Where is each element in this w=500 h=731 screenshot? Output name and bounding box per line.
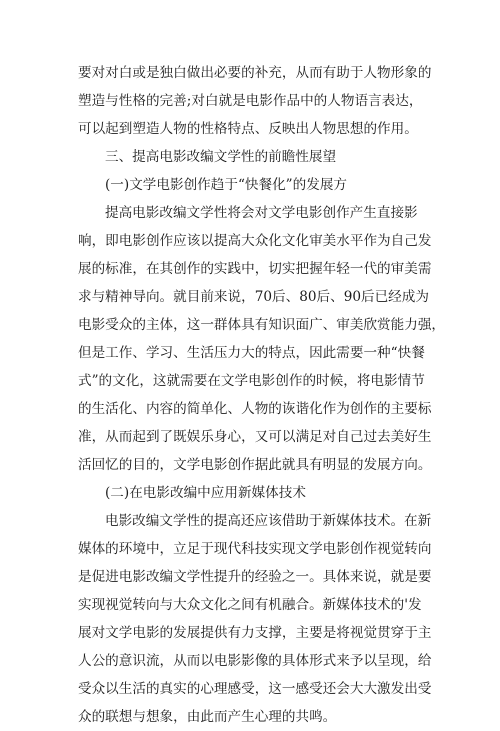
text-line: 活回忆的目的，文学电影创作据此就具有明显的发展方向。 <box>78 457 432 473</box>
text-line: 实现视觉转向与大众文化之间有机融合。新媒体技术的'发 <box>78 597 422 613</box>
text-line: 准，从而起到了既娱乐身心，又可以满足对自己过去美好生 <box>78 429 432 445</box>
subheading: (二)在电影改编中应用新媒体技术 <box>105 485 306 501</box>
text-line: 式”的文化，这就需要在文学电影创作的时候，将电影情节 <box>78 373 425 389</box>
text-line: 是促进电影改编文学性提升的经验之一。具体来说，就是要 <box>78 569 432 585</box>
text-line: 电影受众的主体，这一群体具有知识面广、审美欣赏能力强， <box>78 317 446 333</box>
text-line: 展的标准，在其创作的实践中，切实把握年轻一代的审美需 <box>78 261 432 277</box>
text-line: 要对对白或是独白做出必要的补充，从而有助于人物形象的 <box>78 65 432 81</box>
subheading: (一)文学电影创作趋于“快餐化”的发展方 <box>105 177 348 193</box>
text-line: 受众以生活的真实的心理感受，这一感受还会大大激发出受 <box>78 681 432 697</box>
section-heading: 三、提高电影改编文学性的前瞻性展望 <box>105 149 337 165</box>
text-line: 电影改编文学性的提高还应该借助于新媒体技术。在新 <box>105 513 432 529</box>
text-line: 众的联想与想象，由此而产生心理的共鸣。 <box>78 709 337 725</box>
text-line: 可以起到塑造人物的性格特点、反映出人物思想的作用。 <box>78 121 418 137</box>
text-line: 展对文学电影的发展提供有力支撑，主要是将视觉贯穿于主 <box>78 625 432 641</box>
text-line: 提高电影改编文学性将会对文学电影创作产生直接影 <box>105 205 418 221</box>
text-line: 的生活化、内容的简单化、人物的诙谐化作为创作的主要标 <box>78 401 432 417</box>
text-line: 塑造与性格的完善;对白就是电影作品中的人物语言表达， <box>78 93 423 109</box>
text-line: 求与精神导向。就目前来说，70后、80后、90后已经成为 <box>78 289 429 305</box>
text-line: 人公的意识流，从而以电影影像的具体形式来予以呈现，给 <box>78 653 432 669</box>
text-line: 响，即电影创作应该以提高大众化文化审美水平作为自己发 <box>78 233 432 249</box>
text-line: 但是工作、学习、生活压力大的特点，因此需要一种“快餐 <box>78 345 425 361</box>
text-line: 媒体的环境中，立足于现代科技实现文学电影创作视觉转向 <box>78 541 432 557</box>
